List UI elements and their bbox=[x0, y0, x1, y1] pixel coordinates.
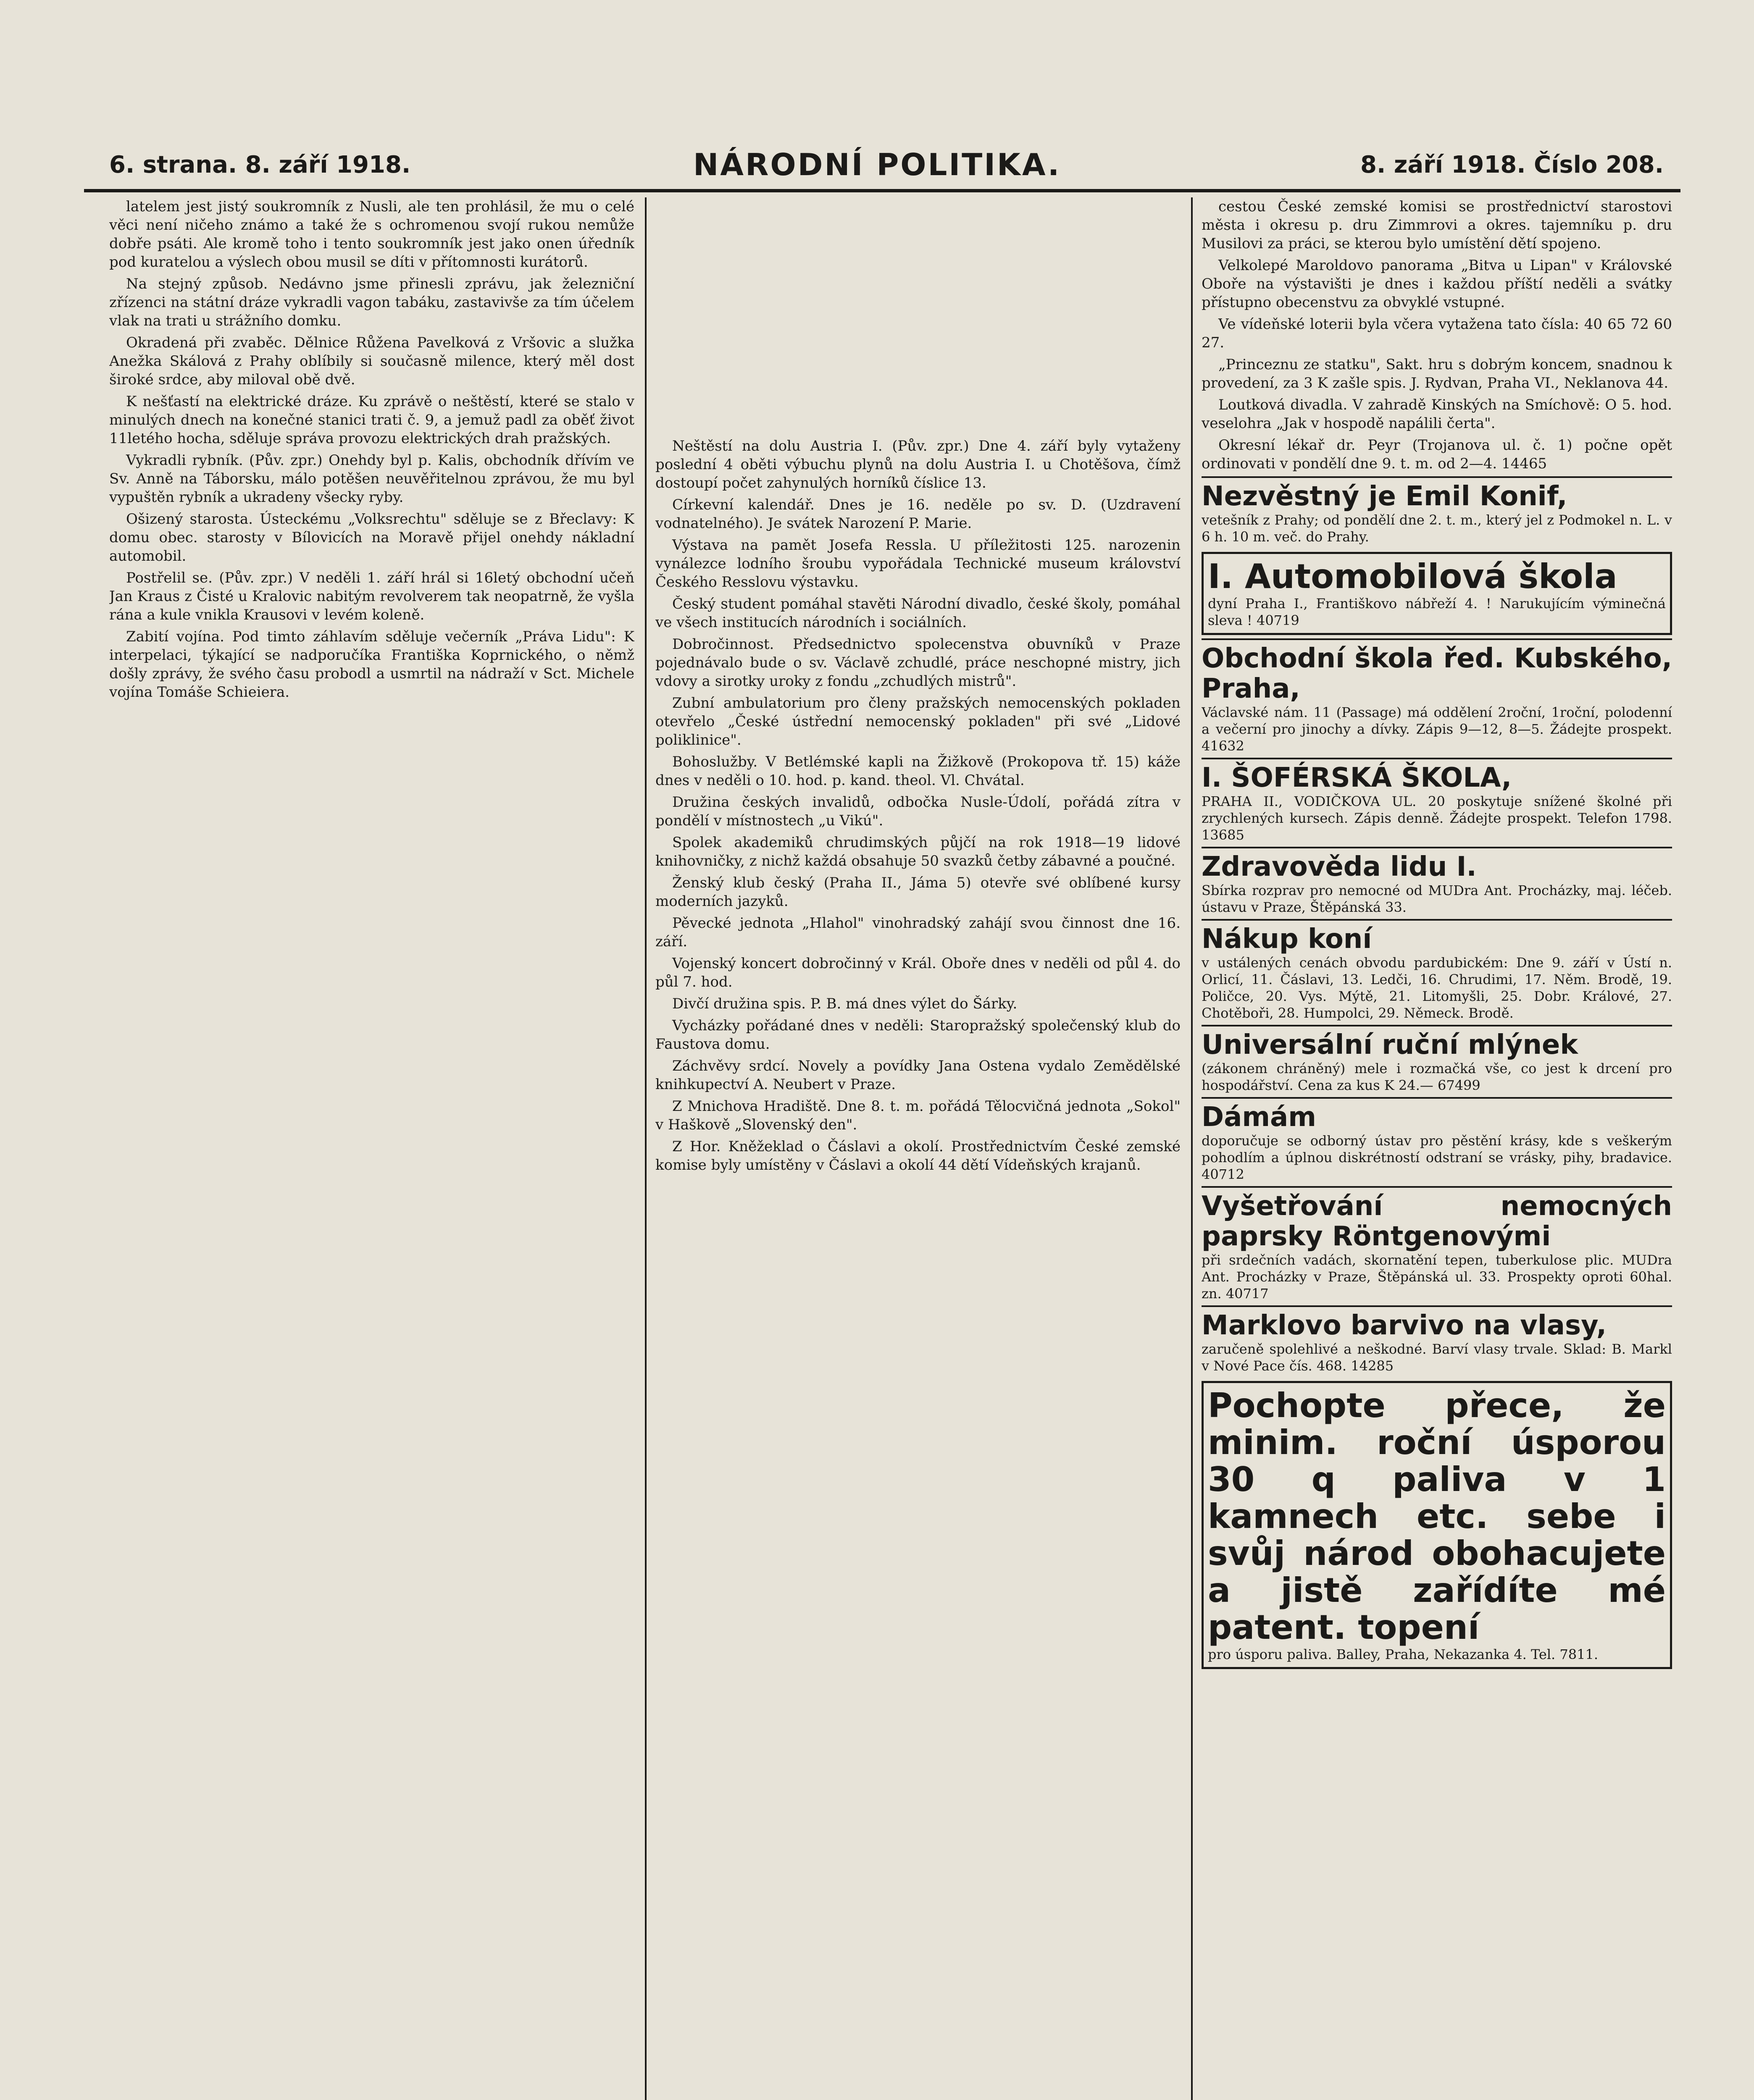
advertisement bbox=[1202, 758, 1672, 847]
article-paragraph: Postřelil se. (Pův. zpr.) V neděli 1. září hrál si 16letý obchodní učeň Jan Kraus z Čisté u Kralovic nabitým revolverem tak neopatrně, že vyšla rána a kule vnikla Krausovi v levém koleně. bbox=[109, 570, 634, 623]
ad-text: Sbírka rozprav pro nemocné od MUDra Ant. Procházky, maj. léčeb. ústavu v Praze, Štěpánská 33. bbox=[1202, 882, 1672, 915]
issue-number-date: 8. září 1918. Číslo 208. bbox=[1360, 151, 1664, 178]
advertisement bbox=[1202, 1025, 1672, 1097]
advertisement bbox=[1202, 638, 1672, 758]
article-paragraph: Z Hor. Kněžeklad o Čáslavi a okolí. Prostřednictvím České zemské komise byly umístěny v Čáslavi a okolí 44 dětí Vídeňských krajanů. bbox=[655, 1138, 1181, 1173]
column-divider bbox=[645, 197, 647, 2100]
article-paragraph: Zubní ambulatorium pro členy pražských nemocenských pokladen otevřelo „České ústřední nemocenský pokladen" při své „Lidové poliklinice". bbox=[655, 695, 1181, 748]
article-paragraph: Ve vídeňské loterii byla včera vytažena tato čísla: 40 65 72 60 27. bbox=[1202, 316, 1672, 351]
article-paragraph: Zabití vojína. Pod timto záhlavím sděluje večerník „Práva Lidu": K interpelaci, týkající se nadporučíka Františka Koprnického, o němž došly zprávy, že svého času probodl a usmrtil na nádraží v Sct. Michele vojína Tomáše Schieiera. bbox=[109, 628, 634, 701]
advertisement bbox=[1202, 1381, 1672, 1669]
article-paragraph: Pěvecké jednota „Hlahol" vinohradský zahájí svou činnost dne 16. září. bbox=[655, 915, 1181, 950]
advertisement bbox=[1202, 1097, 1672, 1186]
ad-headline: Universální ruční mlýnek bbox=[1202, 1029, 1578, 1060]
advertisement bbox=[1202, 919, 1672, 1025]
article-paragraph: Český student pomáhal stavěti Národní divadlo, české školy, pomáhal ve všech institucích národních i sociálních. bbox=[655, 596, 1181, 631]
ad-headline: I. ŠOFÉRSKÁ ŠKOLA, bbox=[1202, 762, 1512, 793]
article-paragraph: Okradená při zvaběc. Dělnice Růžena Pavelková z Vršovic a služka Anežka Skálová z Prahy oblíbily si současně milence, který měl dost široké srdce, aby miloval obě dvě. bbox=[109, 334, 634, 388]
article-paragraph: Dobročinnost. Předsednictvo spolecenstva obuvníků v Praze pojednávalo bude o sv. Václavě zchudlé, práce neschopné mistry, jich vdovy a sirotky uroky z fondu „zchudlých mistrů". bbox=[655, 636, 1181, 690]
ad-text: vetešník z Prahy; od pondělí dne 2. t. m., který jel z Podmokel n. L. v 6 h. 10 m. več. do Prahy. bbox=[1202, 512, 1672, 545]
advertisement bbox=[1202, 847, 1672, 919]
newspaper-title: NÁRODNÍ POLITIKA. bbox=[693, 147, 1061, 182]
ad-text: pro úsporu paliva. Balley, Praha, Nekazanka 4. Tel. 7811. bbox=[1208, 1646, 1598, 1662]
advertisement bbox=[1202, 476, 1672, 549]
article-paragraph: Vykradli rybník. (Pův. zpr.) Onehdy byl p. Kalis, obchodník dřívím ve Sv. Anně na Táborsku, málo potěšen neuvěřitelnou zprávou, že mu byl vypuštěn rybník a ukradeny všecky ryby. bbox=[109, 452, 634, 506]
advertisement bbox=[1202, 552, 1672, 635]
ad-text: zaručeně spolehlivé a neškodné. Barví vlasy trvale. Sklad: B. Markl v Nové Pace čís. 468. 14285 bbox=[1202, 1341, 1672, 1374]
article-paragraph: Okresní lékař dr. Peyr (Trojanova ul. č. 1) počne opět ordinovati v pondělí dne 9. t. m. od 2—4. 14465 bbox=[1202, 437, 1672, 472]
advertisement bbox=[1202, 1305, 1672, 1378]
article-paragraph: Na stejný způsob. Nedávno jsme přinesli zprávu, jak železniční zřízenci na státní dráze vykradli vagon tabáku, zastavivše za tím účelem vlak na trati u strážního domku. bbox=[109, 276, 634, 329]
ad-headline: Obchodní škola řed. Kubského, Praha, bbox=[1202, 643, 1672, 704]
ad-text: Václavské nám. 11 (Passage) má oddělení 2roční, 1roční, polodenní a večerní pro jinochy a dívky. Zápis 9—12, 8—5. Žádejte prospekt. 41632 bbox=[1202, 704, 1672, 754]
ad-text: v ustálených cenách obvodu pardubickém: Dne 9. září v Ústí n. Orlicí, 11. Čáslavi, 13. Ledči, 16. Chrudimi, 17. Něm. Brodě, 19. Poličce, 20. Vys. Mýtě, 21. Litomyšli, 25. Dobr. Králové, 27. Chotěboři, 28. Humpolci, 29. Německ. Brodě. bbox=[1202, 955, 1672, 1021]
ad-text: doporučuje se odborný ústav pro pěstění krásy, kde s veškerým pohodlím a úplnou diskrétností odstraní se vrásky, pihy, bradavice. 40712 bbox=[1202, 1133, 1672, 1182]
ad-headline: Zdravověda lidu I. bbox=[1202, 851, 1477, 882]
article-paragraph: Vojenský koncert dobročinný v Král. Oboře dnes v neděli od půl 4. do půl 7. hod. bbox=[655, 955, 1181, 990]
ad-headline: I. Automobilová škola bbox=[1208, 557, 1617, 596]
article-paragraph: Z Mnichova Hradiště. Dne 8. t. m. pořádá Tělocvičná jednota „Sokol" v Haškově „Slovenský den". bbox=[655, 1098, 1181, 1133]
article-paragraph: Divčí družina spis. P. B. má dnes výlet do Šárky. bbox=[672, 995, 1018, 1012]
article-paragraph: Církevní kalendář. Dnes je 16. neděle po sv. D. (Uzdravení vodnatelného). Je svátek Narození P. Marie. bbox=[655, 496, 1181, 532]
article-paragraph: K nešťastí na elektrické dráze. Ku zprávě o neštěstí, které se stalo v minulých dnech na konečné stanici trati č. 9, a jemuž padl za oběť život 11letého hocha, sděluje správa provozu elektrických drah pražských. bbox=[109, 393, 634, 447]
article-paragraph: Výstava na pamět Josefa Ressla. U příležitosti 125. narozenin vynálezce lodního šroubu vypořádala Technické museum království Českého Resslovu výstavku. bbox=[655, 537, 1181, 591]
column-divider bbox=[1191, 197, 1193, 2100]
ad-headline: Nezvěstný je Emil Konif, bbox=[1202, 481, 1567, 512]
ad-headline: Dámám bbox=[1202, 1102, 1316, 1133]
ad-headline: Nákup koní bbox=[1202, 924, 1372, 955]
column-1 bbox=[109, 197, 634, 2100]
column-3 bbox=[1202, 197, 1672, 2100]
article-paragraph: latelem jest jistý soukromník z Nusli, ale ten prohlásil, že mu o celé věci není ničeho známo a také že s ochromenou svojí rukou nemůže dobře psáti. Ale kromě toho i tento soukromník jest jako onen úředník pod kuratelou a výslech obou musil se díti v přítomnosti kurátorů. bbox=[109, 198, 634, 270]
article-paragraph: Neštěstí na dolu Austria I. (Pův. zpr.) Dne 4. září byly vytaženy poslední 4 oběti výbuchu plynů na dolu Austria I. u Chotěšova, čímž dostoupí počet zahynulých horníků číslice 13. bbox=[655, 438, 1181, 491]
ad-text: dyní Praha I., Františkovo nábřeží 4. ! Narukujícím výminečná sleva ! 40719 bbox=[1208, 596, 1666, 628]
ad-text: (zákonem chráněný) mele i rozmačká vše, co jest k drcení pro hospodářství. Cena za kus K 24.— 67499 bbox=[1202, 1060, 1672, 1093]
ad-headline: Marklovo barvivo na vlasy, bbox=[1202, 1310, 1607, 1341]
article-paragraph: Družina českých invalidů, odbočka Nusle-Údolí, pořádá zítra v pondělí v místnostech „u Vikú". bbox=[655, 794, 1181, 829]
article-paragraph: cestou České zemské komisi se prostřednictví starostovi města i okresu p. dru Zimmrovi a okres. tajemníku p. dru Musilovi za práci, se kterou bylo umístění dětí spojeno. bbox=[1202, 198, 1672, 252]
article-paragraph: „Princeznu ze statku", Sakt. hru s dobrým koncem, snadnou k provedení, za 3 K zašle spis. J. Rydvan, Praha VI., Neklanova 44. bbox=[1202, 356, 1672, 391]
ad-text: PRAHA II., VODIČKOVA UL. 20 poskytuje snížené školné při zrychlených kursech. Zápis denně. Žádejte prospekt. Telefon 1798. 13685 bbox=[1202, 793, 1672, 843]
column-2 bbox=[655, 437, 1181, 2100]
article-paragraph: Spolek akademiků chrudimských půjčí na rok 1918—19 lidové knihovničky, z nichž každá obsahuje 50 svazků četby zábavné a poučné. bbox=[655, 834, 1181, 869]
article-paragraph: Loutková divadla. V zahradě Kinských na Smíchově: O 5. hod. veselohra „Jak v hospodě napálili čerta". bbox=[1202, 396, 1672, 432]
article-paragraph: Ošizený starosta. Ústeckému „Volksrechtu" sděluje se z Břeclavy: K domu obec. starosty v Bílovicích na Moravě přijel onehdy nákladní automobil. bbox=[109, 511, 634, 564]
article-paragraph: Záchvěvy srdcí. Novely a povídky Jana Ostena vydalo Zemědělské knihkupectví A. Neubert v Praze. bbox=[655, 1058, 1181, 1093]
article-paragraph: Bohoslužby. V Betlémské kapli na Žižkově (Prokopova tř. 15) káže dnes v neděli o 10. hod. p. kand. theol. Vl. Chvátal. bbox=[655, 753, 1181, 789]
page-number-date: 6. strana. 8. září 1918. bbox=[109, 151, 411, 178]
ad-headline: Vyšetřování nemocných paprsky Röntgenovými bbox=[1202, 1191, 1672, 1252]
article-paragraph: Velkolepé Maroldovo panorama „Bitva u Lipan" v Královské Oboře na výstavišti je dnes i každou příští neděli a svátky přístupno obecenstvu za obvyklé vstupné. bbox=[1202, 257, 1672, 311]
ad-text: při srdečních vadách, skornatění tepen, tuberkulose plic. MUDra Ant. Procházky v Praze, Štěpánská ul. 33. Prospekty oproti 60hal. zn. 40717 bbox=[1202, 1252, 1672, 1302]
article-paragraph: Ženský klub český (Praha II., Jáma 5) otevře své oblíbené kursy moderních jazyků. bbox=[655, 874, 1181, 910]
page-header bbox=[84, 143, 1680, 192]
ad-headline: Pochopte přece, že minim. roční úsporou 30 q paliva v 1 kamnech etc. sebe i svůj národ obohacujete a jistě zařídíte mé patent. topení bbox=[1208, 1386, 1666, 1647]
advertisement bbox=[1202, 1186, 1672, 1305]
newspaper-page bbox=[84, 143, 1680, 2100]
article-paragraph: Vycházky pořádané dnes v neděli: Staropražský společenský klub do Faustova domu. bbox=[655, 1017, 1181, 1053]
